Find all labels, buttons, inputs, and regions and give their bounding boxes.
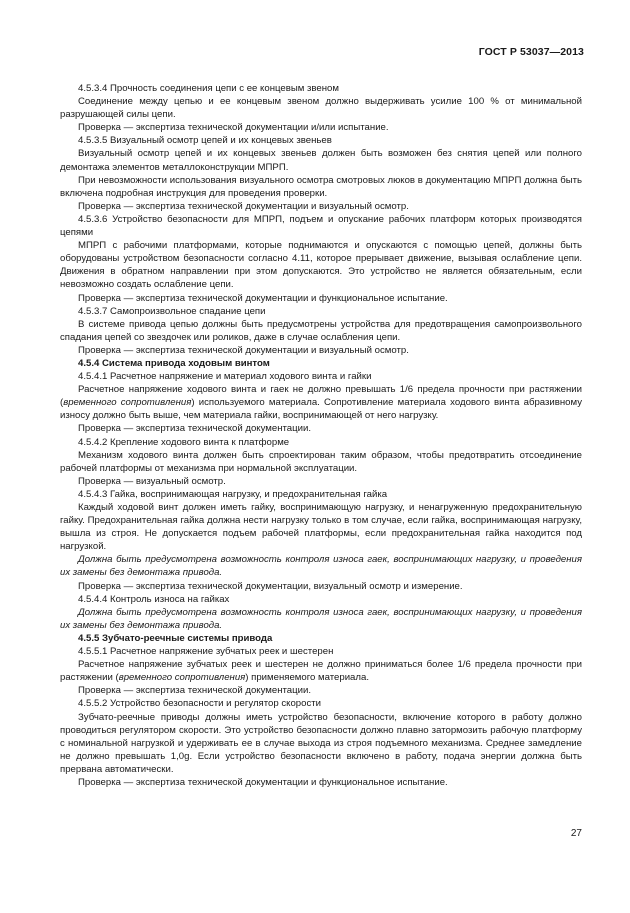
paragraph: МПРП с рабочими платформами, которые поднимаются и опускаются с помощью цепей, должны быть оборудованы устройством безопасности согласно 4.11, которое прерывает движение, вызывая ослабление цепи. Движения в обратном направлении при этом допускаются. Это устройство не является обязательным, если невозможно создать ослабление цепи. (60, 240, 582, 291)
verification-note: Проверка — экспертиза технической документации. (78, 423, 312, 435)
verification-note: Проверка — экспертиза технической документации и функциональное испытание. (78, 292, 448, 304)
emphasis-text: временного сопротивления (63, 397, 192, 409)
paragraph-text: Расчетное напряжение зубчатых реек и шестерен не должно приниматься более 1/6 предела прочности при растяжении ( (60, 659, 582, 684)
verification-note: Проверка — экспертиза технической документации и визуальный осмотр. (78, 200, 409, 212)
verification-note: Проверка — экспертиза технической документации и/или испытание. (78, 122, 389, 134)
section-heading: 4.5.4.2 Крепление ходового винта к платформе (78, 436, 290, 448)
paragraph-text: ) используемого материала. Сопротивление материала ходового винта абразивному износу должно быть выше, чем материала гайки, воспринимающей от него нагрузку. (60, 397, 582, 422)
verification-note: Проверка — экспертиза технической документации, визуальный осмотр и измерение. (78, 580, 463, 592)
paragraph (60, 658, 582, 684)
section-heading: 4.5.5.2 Устройство безопасности и регулятор скорости (78, 698, 322, 710)
standard-header: ГОСТ Р 53037—2013 (478, 46, 584, 58)
verification-note: Проверка — визуальный осмотр. (78, 475, 226, 487)
paragraph: Визуальный осмотр цепей и их концевых звеньев должен быть возможен без снятия цепей или полного демонтажа элементов металлоконструкции МПРП. (60, 148, 582, 173)
page-number: 27 (570, 828, 582, 839)
italic-paragraph: Должна быть предусмотрена возможность контроля износа гаек, воспринимающих нагрузку, и проведения их замены без демонтажа привода. (60, 606, 582, 631)
section-title: 4.5.5 Зубчато-реечные системы привода (78, 632, 273, 644)
paragraph: Соединение между цепью и ее концевым звеном должно выдерживать усилие 100 % от минимальной разрушающей силы цепи. (60, 96, 582, 121)
verification-note: Проверка — экспертиза технической документации и функциональное испытание. (78, 776, 448, 788)
paragraph: В системе привода цепью должны быть предусмотрены устройства для предотвращения самопроизвольного спадания цепей со звездочек или роликов, даже в случае ослабления цепи. (60, 318, 582, 343)
paragraph: Механизм ходового винта должен быть спроектирован таким образом, чтобы предотвратить отсоединение рабочей платформы от механизма при нормальной эксплуатации. (60, 449, 582, 474)
emphasis-text: временного сопротивления (118, 672, 246, 684)
paragraph: При невозможности использования визуального осмотра смотровых люков в документацию МПРП должна быть включена подробная инструкция для проведения проверки. (60, 174, 582, 199)
paragraph-text: ) применяемого материала. (245, 672, 369, 684)
verification-note: Проверка — экспертиза технической документации. (78, 685, 312, 697)
section-heading: 4.5.3.5 Визуальный осмотр цепей и их концевых звеньев (78, 135, 332, 147)
verification-note: Проверка — экспертиза технической документации и визуальный осмотр. (78, 344, 409, 356)
section-heading: 4.5.3.4 Прочность соединения цепи с ее концевым звеном (78, 83, 339, 94)
section-title: 4.5.4 Система привода ходовым винтом (78, 357, 270, 369)
section-heading: 4.5.4.1 Расчетное напряжение и материал ходового винта и гайки (78, 371, 372, 383)
section-heading: 4.5.4.3 Гайка, воспринимающая нагрузку, и предохранительная гайка (78, 488, 388, 500)
section-heading: 4.5.3.7 Самопроизвольное спадание цепи (78, 305, 266, 317)
paragraph (60, 383, 582, 422)
paragraph: Зубчато-реечные приводы должны иметь устройство безопасности, включение которого в работу должно проводиться регулятором скорости. Это устройство безопасности должно плавно затормозить рабочую платформу с номинальной нагрузкой и удерживать ее в случае выхода из строя подъемного механизма. Среднее замедление не должно превышать 1,0g. Если устройство безопасности включено в работу, подача энергии должна быть прервана автоматически. (60, 711, 582, 775)
italic-paragraph: Должна быть предусмотрена возможность контроля износа гаек, воспринимающих нагрузку, и проведения их замены без демонтажа привода. (60, 554, 582, 579)
paragraph: Каждый ходовой винт должен иметь гайку, воспринимающую нагрузку, и ненагруженную предохранительную гайку. Предохранительная гайка должна нести нагрузку только в том случае, если гайка, воспринимающая нагрузку, вышла из строя. Не допускается подъем рабочей платформы, если предохранительная гайка находится под нагрузкой. (60, 502, 582, 553)
section-heading: 4.5.3.6 Устройство безопасности для МПРП, подъем и опускание рабочих платформ которых производятся цепями (60, 213, 582, 239)
section-heading: 4.5.5.1 Расчетное напряжение зубчатых реек и шестерен (78, 646, 334, 658)
paragraph-text: Расчетное напряжение ходового винта и гаек не должно превышать 1/6 предела прочности при растяжении ( (60, 384, 582, 409)
document-body (60, 82, 582, 789)
section-heading: 4.5.4.4 Контроль износа на гайках (78, 593, 230, 605)
